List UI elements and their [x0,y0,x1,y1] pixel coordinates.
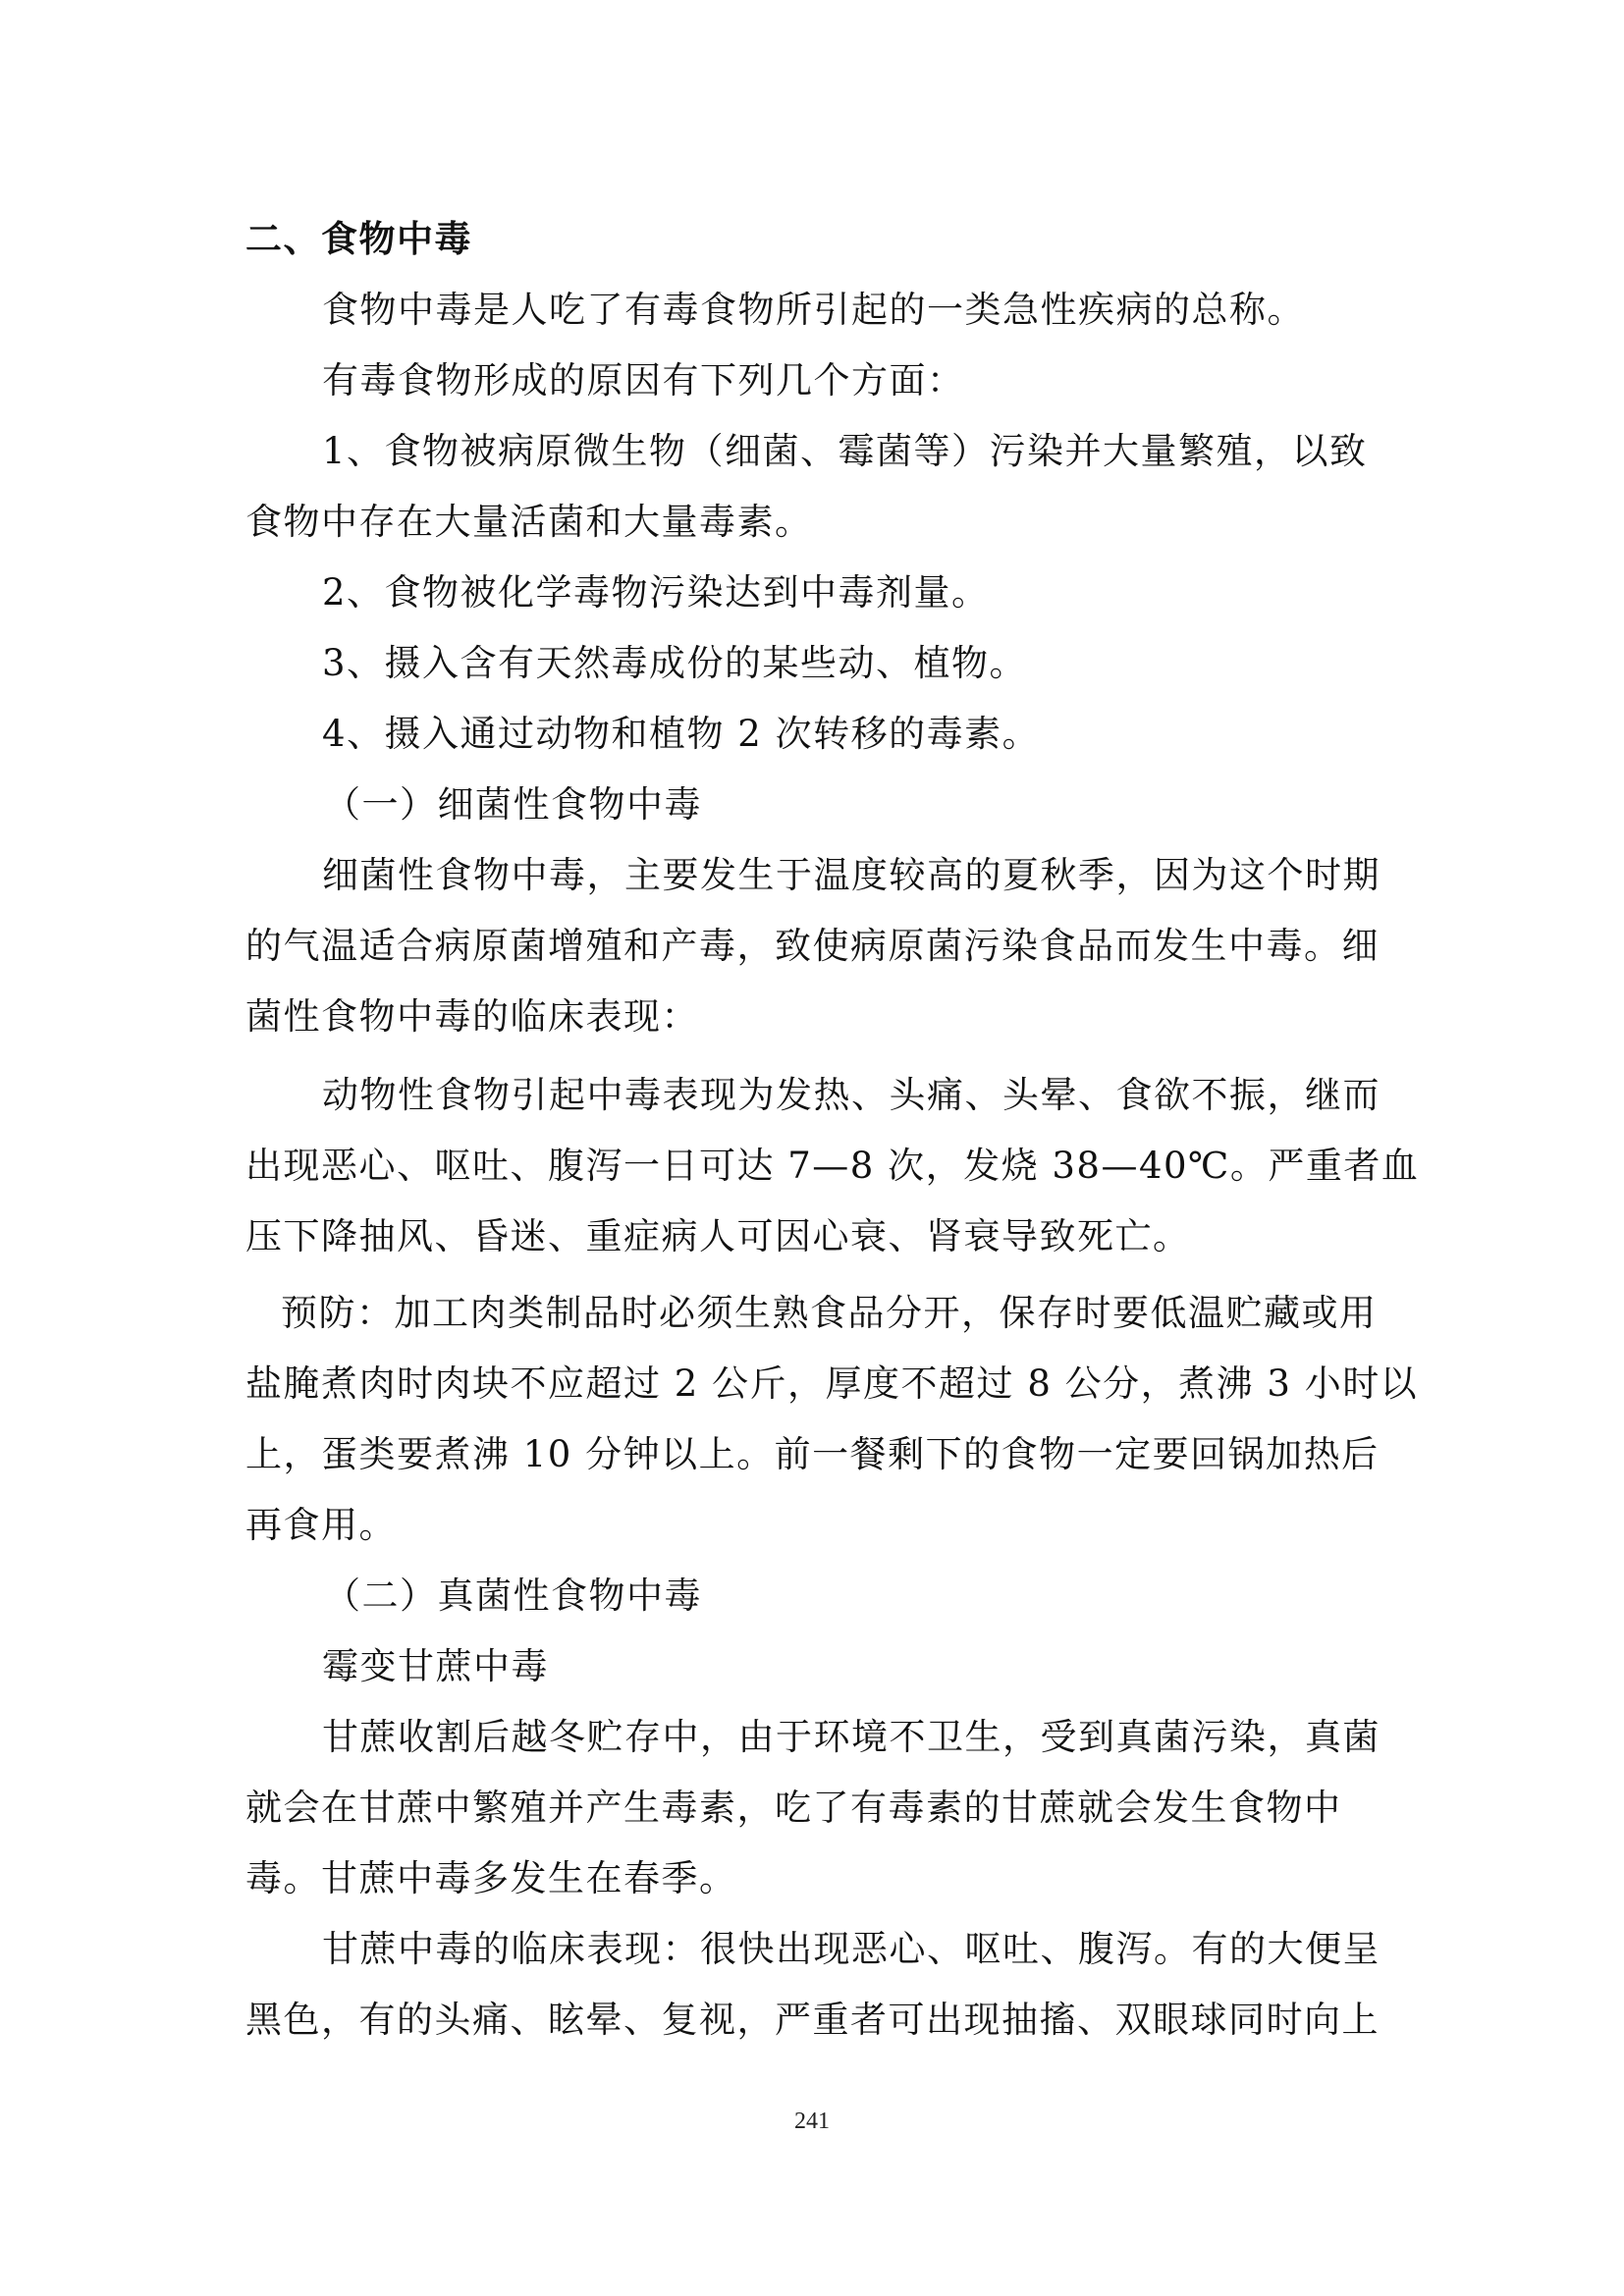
paragraph-line: 食物中毒是人吃了有毒食物所引起的一类急性疾病的总称。 [322,289,1305,331]
paragraph-line: 菌性食物中毒的临床表现： [245,995,699,1038]
paragraph-line: 甘蔗中毒的临床表现：很快出现恶心、呕吐、腹泻。有的大便呈 [322,1928,1380,1970]
subsection-heading-fungal: （二）真菌性食物中毒 [324,1575,702,1617]
page-number: 241 [794,2109,830,2134]
section-heading: 二、食物中毒 [245,218,472,260]
paragraph-line: 细菌性食物中毒，主要发生于温度较高的夏秋季，因为这个时期 [322,854,1380,896]
list-item-3: 3、摄入含有天然毒成份的某些动、植物。 [322,642,1028,684]
paragraph-line: 黑色，有的头痛、眩晕、复视，严重者可出现抽搐、双眼球同时向上 [245,1999,1380,2041]
paragraph-line: 有毒食物形成的原因有下列几个方面： [322,359,965,401]
paragraph-line: 盐腌煮肉时肉块不应超过 2 公斤，厚度不超过 8 公分，煮沸 3 小时以 [245,1362,1419,1405]
paragraph-line: 的气温适合病原菌增殖和产毒，致使病原菌污染食品而发生中毒。细 [245,925,1380,967]
paragraph-line: 动物性食物引起中毒表现为发热、头痛、头晕、食欲不振，继而 [322,1074,1380,1116]
subsection-heading-bacterial: （一）细菌性食物中毒 [324,783,702,826]
paragraph-line: 出现恶心、呕吐、腹泻一日可达 7—8 次，发烧 38—40℃。严重者血 [245,1145,1420,1187]
paragraph-line: 甘蔗收割后越冬贮存中，由于环境不卫生，受到真菌污染，真菌 [322,1716,1380,1758]
paragraph-line: 食物中存在大量活菌和大量毒素。 [245,501,813,543]
list-item-2: 2、食物被化学毒物污染达到中毒剂量。 [322,571,990,614]
paragraph-line: 就会在甘蔗中繁殖并产生毒素，吃了有毒素的甘蔗就会发生食物中 [245,1787,1342,1829]
paragraph-line: 毒。甘蔗中毒多发生在春季。 [245,1857,737,1899]
paragraph-line: 上，蛋类要煮沸 10 分钟以上。前一餐剩下的食物一定要回锅加热后 [245,1433,1380,1475]
paragraph-line: 再食用。 [245,1504,397,1546]
list-item-4: 4、摄入通过动物和植物 2 次转移的毒素。 [322,713,1041,755]
topic-title: 霉变甘蔗中毒 [322,1645,549,1687]
list-item-1: 1、食物被病原微生物（细菌、霉菌等）污染并大量繁殖，以致 [322,430,1368,472]
paragraph-line: 压下降抽风、昏迷、重症病人可因心衰、肾衰导致死亡。 [245,1215,1191,1257]
prevention-paragraph: 预防：加工肉类制品时必须生熟食品分开，保存时要低温贮藏或用 [281,1292,1378,1334]
